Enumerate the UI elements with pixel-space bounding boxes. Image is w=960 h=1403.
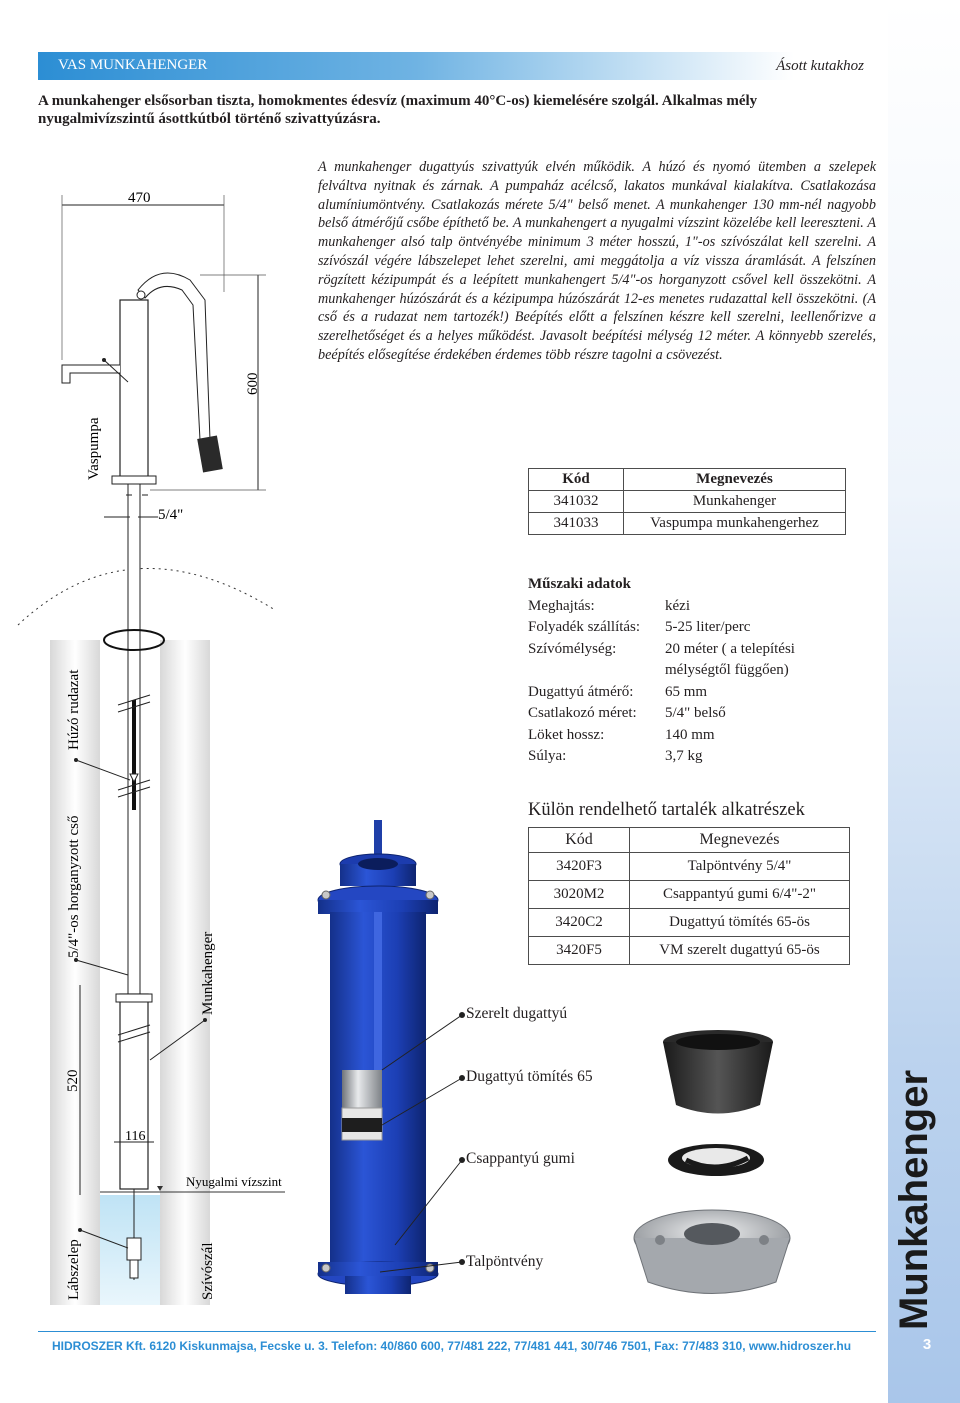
spec-value: 65 mm <box>665 683 708 700</box>
dim-520-label: 520 <box>65 1069 81 1092</box>
table-header-cell: Megnevezés <box>624 469 846 491</box>
spec-value: 140 mm <box>665 726 715 743</box>
page-category: Ásott kutakhoz <box>776 58 864 74</box>
label-horganyzott-cso: 5/4"-os horganyzott cső <box>66 815 82 958</box>
label-labszelep: Lábszelep <box>66 1239 82 1300</box>
table-cell: 3420F5 <box>529 937 630 965</box>
parts-title: Külön rendelhető tartalék alkatrészek <box>528 800 805 820</box>
table-cell: Talpöntvény 5/4" <box>630 853 850 881</box>
intro-text: A munkahenger elsősorban tiszta, homokmentes édesvíz (maximum 40°C-os) kiemelésére szolgál. Alkalmas mély nyugalmivízszintű ásottkútból történő szivattyúzásra. <box>38 93 758 127</box>
callout-szerelt-dugattyu: Szerelt dugattyú <box>466 1005 568 1022</box>
pump-body <box>120 300 148 480</box>
spec-label: Meghajtás: <box>528 597 595 614</box>
handle-pivot <box>137 291 145 299</box>
table-cell: 341032 <box>529 491 624 513</box>
table-header-cell: Kód <box>529 469 624 491</box>
pump-spout <box>62 365 120 383</box>
cylinder-body <box>120 994 148 1189</box>
ground-arc <box>18 568 275 625</box>
label-huzo-rudazat: Húzó rudazat <box>66 669 82 750</box>
table-cell: Munkahenger <box>624 491 846 513</box>
handle-grip <box>197 436 223 473</box>
page-number: 3 <box>922 1336 932 1353</box>
label-nyugalmi-vizszint: Nyugalmi vízszint <box>186 1174 282 1189</box>
pump-handle <box>138 273 210 440</box>
pump-flange <box>112 476 156 484</box>
spec-label: Csatlakozó méret: <box>528 705 637 721</box>
spec-label: Löket hossz: <box>528 726 605 743</box>
label-szivoszal: Szívószál <box>200 1242 216 1300</box>
spec-value: 5/4" belső <box>665 705 726 721</box>
callout-csappantyu-gumi: Csappantyú gumi <box>466 1150 575 1167</box>
label-munkahenger: Munkahenger <box>200 931 216 1015</box>
spec-value: 20 méter ( a telepítési mélységtől függően) <box>665 640 795 678</box>
footer-divider <box>38 1331 876 1332</box>
dim-470-label: 470 <box>128 190 151 206</box>
table-cell: Vaspumpa munkahengerhez <box>624 513 846 535</box>
table-cell: 3420F3 <box>529 853 630 881</box>
table-header-cell: Megnevezés <box>630 828 850 853</box>
table-cell: VM szerelt dugattyú 65-ös <box>630 937 850 965</box>
dim-54-label: 5/4" <box>158 507 184 523</box>
spec-value: kézi <box>665 597 690 614</box>
spec-value: 3,7 kg <box>665 748 703 764</box>
table-cell: 341033 <box>529 513 624 535</box>
table-cell: Csappantyú gumi 6/4"-2" <box>630 881 850 909</box>
label-vaspumpa: Vaspumpa <box>86 417 102 480</box>
spec-label: Folyadék szállítás: <box>528 619 641 635</box>
dim-116-label: 116 <box>125 1129 146 1144</box>
dim-600-label: 600 <box>245 372 261 395</box>
sidebar-title: Munkahenger <box>892 1069 936 1330</box>
callout-dugattyu-tomites: Dugattyú tömítés 65 <box>466 1068 593 1085</box>
table-cell: 3420C2 <box>529 909 630 937</box>
foot-valve <box>127 1238 141 1260</box>
piston-seal <box>342 1118 382 1132</box>
spec-label: Szívómélység: <box>528 640 617 657</box>
spec-value: 5-25 liter/perc <box>665 619 751 635</box>
piston-seal-part <box>663 1042 773 1114</box>
spec-label: Súlya: <box>528 748 567 764</box>
piston <box>342 1070 382 1108</box>
table-cell: Dugattyú tömítés 65-ös <box>630 909 850 937</box>
specs-heading: Műszaki adatok <box>528 576 631 592</box>
callout-talpontveny: Talpöntvény <box>466 1253 544 1270</box>
table-cell: 3020M2 <box>529 881 630 909</box>
footer-contact: HIDROSZER Kft. 6120 Kiskunmajsa, Fecske u. 3. Telefon: 40/860 600, 77/481 222, 77/481 441, 30/746 7501, Fax: 77/483 310, www.hidroszer.hu <box>52 1339 852 1353</box>
spec-label: Dugattyú átmérő: <box>528 683 634 700</box>
page-title: VAS MUNKAHENGER <box>58 57 208 73</box>
description-text: A munkahenger dugattyús szivattyúk elvén működik. A húzó és nyomó ütemben a szelepek felváltva nyitnak és zárnak. A pumpaház acélcső, lakatos munkával kialakítva. Csatlakozása alumíniumöntvény. Csatlakozás mérete 5/4" belső menet. A munkahenger 130 mm-nél nagyobb belső átmérőjű csőbe építhető be. A munkahengert a nyugalmi vízszint közelébe kell leereszteni. A munkahenger alsó talp öntvényébe minimum 3 méter hosszú, 1"-os szívószálat kell szerelni. A szívószál végére lábszelepet lehet szerelni, ami meggátolja a víz vissza áramlását. A felszínen rögzített kézipumpát és a leépített munkahengert 5/4"-os horganyzott csővel kell összekötni. A munkahenger húzószárát és a kézipumpa húzószárát 12-es menetes rudazattal kell összekötni. (A cső és a rudazat nem tartozék!) Beépítés előtt a felszínen készre kell szerelni, leellenőrizve a szerelhetőséget és a helyes működést. Javasolt beépítési mélység 12 méter. A könnyebb szerelés, beépítés elősegítése érdekében érdemes több részre tagolni a csövezést. <box>318 159 876 363</box>
table-header-cell: Kód <box>529 828 630 853</box>
